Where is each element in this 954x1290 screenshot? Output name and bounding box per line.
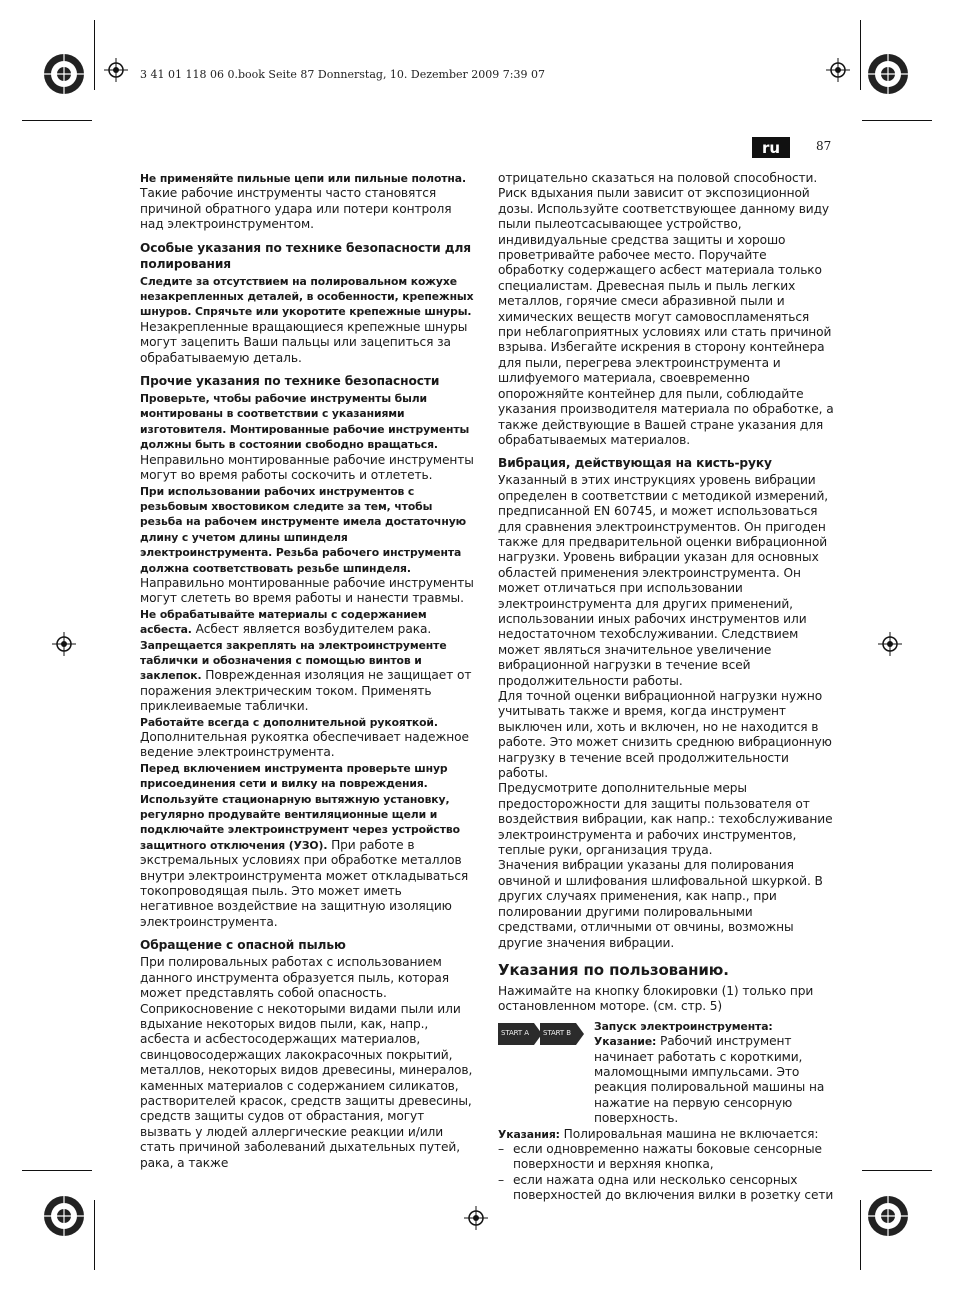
paragraph: отрицательно сказаться на половой способности. Риск вдыхания пыли зависит от экспозиционной дозы. Используйте соответствующее данному виду пыли пылеотсасывающее устройство, индивидуальные средства защиты и хорошо проветривайте рабочее место. Поручайте обработку содержащего асбест материала только специалистам. Древесная пыль и пыль легких металлов, горячие смеси абразивной пыли и химических веществ могут самовоспламеняться при неблагоприятных условиях или стать причиной взрыва. Избегайте искрения в сторону контейнера для пыли, перегрева электроинструмента и шлифуемого материала, своевременно опорожняйте контейнер для пыли, соблюдайте указания производителя материала по обработке, а также действующие в Вашей стране указания для обрабатываемых материалов.	[498, 171, 834, 447]
paragraph: Не применяйте пильные цепи или пильные полотна. Такие рабочие инструменты часто становятся причиной обратного удара или потери контроля над электроинструментом.	[140, 172, 466, 232]
paragraph: Запуск электроинструмента: Указание: Рабочий инструмент начинает работать с короткими, маломощными импульсами. Это реакция полировальной машины на нажатие на первую сенсорную поверхность.	[594, 1019, 825, 1126]
section-heading: Вибрация, действующая на кисть-руку	[498, 456, 772, 471]
paragraph: Перед включением инструмента проверьте шнур присоединения сети и вилку на повреждения.	[140, 761, 448, 791]
paragraph: Нажимайте на кнопку блокировки (1) только при остановленном моторе. (см. стр. 5)	[498, 983, 814, 1014]
registration-target-icon	[866, 52, 910, 96]
section-heading: Указания по пользованию.	[498, 960, 729, 979]
paragraph: Указания: Полировальная машина не включается:	[498, 1126, 819, 1141]
start-b-button-icon: START B	[540, 1023, 576, 1045]
language-badge: ru	[752, 137, 790, 158]
file-info-line: 3 41 01 118 06 0.book Seite 87 Donnerstag, 10. Dezember 2009 7:39 07	[140, 68, 545, 81]
crop-mark	[862, 1170, 932, 1171]
page-number: 87	[816, 139, 832, 153]
bullet-list	[498, 1142, 834, 1204]
paragraph: Используйте стационарную вытяжную установку, регулярно продувайте вентиляционные щели и подключайте электроинструмент через устройство защитного отключения (УЗО). При работе в экстремальных условиях при обработке металлов внутри электроинструмента может откладываться токопроводящая пыль. Это может иметь негативное воздействие на защитную изоляцию электроинструмента.	[140, 792, 469, 929]
list-item: – если нажата одна или несколько сенсорных поверхностей до включения вилки в розетку сети	[498, 1173, 834, 1204]
paragraph: Предусмотрите дополнительные меры предосторожности для защиты пользователя от воздействия вибрации, как напр.: техобслуживание электроинструмента и рабочих инструментов, теплые руки, организация труда.	[498, 781, 833, 858]
section-heading: Обращение с опасной пылью	[140, 938, 346, 953]
paragraph: Для точной оценки вибрационной нагрузки нужно учитывать также и время, когда инструмент выключен или, хоть и включен, но не находится в работе. Это может снизить среднюю вибрационную нагрузку в течение всей продолжительности работы.	[498, 689, 832, 781]
list-item: – если одновременно нажаты боковые сенсорные поверхности и верхняя кнопка,	[498, 1142, 834, 1173]
paragraph: Соприкосновение с некоторыми видами пыли или вдыхание некоторых видов пыли, как, напр., асбеста и асбестосодержащих материалов, свинцовосодержащих лакокрасочных покрытий, металлов, некоторых видов древесины, минералов, каменных материалов с содержанием силикатов, растворителей красок, средств защиты древесины, средств защиты судов от обрастания, могут вызвать у людей аллергические реакции и/или стать причиной заболеваний дыхательных путей, рака, а также	[140, 1001, 473, 1170]
paragraph: Указанный в этих инструкциях уровень вибрации определен в соответствии с методикой измерений, предписанной EN 60745, и может использоваться для сравнения электроинструментов. Он пригоден также для предварительной оценки вибрационной нагрузки. Уровень вибрации указан для основных областей применения электроинструмента. Он может отличаться при использовании электроинструмента для других применений, использовании иных рабочих инструментов или недостаточном техобслуживании. Следствием может являться значительное увеличение вибрационной нагрузки в течение всей продолжительности работы.	[498, 473, 829, 688]
section-heading: Прочие указания по технике безопасности	[140, 374, 440, 389]
crop-mark	[22, 120, 92, 121]
paragraph: Работайте всегда с дополнительной рукояткой. Дополнительная рукоятка обеспечивает надежное ведение электроинструмента.	[140, 715, 469, 760]
crop-mark	[94, 20, 95, 90]
paragraph: Не обрабатывайте материалы с содержанием асбеста. Асбест является возбудителем рака.	[140, 607, 432, 637]
start-button-illustrations	[498, 1019, 576, 1127]
crop-mark	[862, 120, 932, 121]
registration-target-icon	[866, 1194, 910, 1238]
paragraph: При использовании рабочих инструментов с резьбовым хвостовиком следите за тем, чтобы резьба на рабочем инструменте имела достаточную длину с учетом длины шпинделя электроинструмента. Резьба рабочего инструмента должна соответствовать резьбе шпинделя. Направильно монтированные рабочие инструменты могут слететь во время работы и нанести травмы.	[140, 484, 474, 606]
crosshair-icon	[826, 58, 850, 82]
registration-target-icon	[42, 1194, 86, 1238]
crosshair-icon	[104, 58, 128, 82]
crop-mark	[860, 1200, 861, 1270]
paragraph: Значения вибрации указаны для полирования овчиной и шлифования шлифовальной шкуркой. В других случаях применения, как напр., при полировании другими полировальными средствами, отличными от овчины, возможны другие значения вибрации.	[498, 858, 823, 950]
section-heading: Особые указания по технике безопасности для полирования	[140, 240, 471, 271]
crop-mark	[22, 1170, 92, 1171]
paragraph: При полировальных работах с использованием данного инструмента образуется пыль, которая может представлять собой опасность.	[140, 955, 449, 1001]
left-column	[140, 171, 476, 1171]
crosshair-icon	[52, 632, 76, 656]
crosshair-icon	[464, 1206, 488, 1230]
crosshair-icon	[878, 632, 902, 656]
start-a-button-icon: START A	[498, 1023, 534, 1045]
paragraph: Запрещается закреплять на электроинструменте таблички и обозначения с помощью винтов и заклепок. Поврежденная изоляция не защищает от поражения электрическим током. Применять приклеиваемые таблички.	[140, 638, 472, 714]
paragraph: Проверьте, чтобы рабочие инструменты были монтированы в соответствии с указаниями изготовителя. Монтированные рабочие инструменты должны быть в состоянии свободно вращаться. Неправильно монтированные рабочие инструменты могут во время работы соскочить и отлететь.	[140, 392, 474, 483]
right-column	[498, 171, 834, 1204]
paragraph: Следите за отсутствием на полировальном кожухе незакрепленных деталей, в особенности, крепежных шнуров. Спрячьте или укоротите крепежные шнуры. Незакрепленные вращающиеся крепежные шнуры могут зацепить Ваши пальцы или зацепиться за обрабатываемую деталь.	[140, 274, 474, 365]
start-instructions	[498, 1019, 834, 1127]
registration-target-icon	[42, 52, 86, 96]
crop-mark	[860, 20, 861, 90]
crop-mark	[94, 1200, 95, 1270]
